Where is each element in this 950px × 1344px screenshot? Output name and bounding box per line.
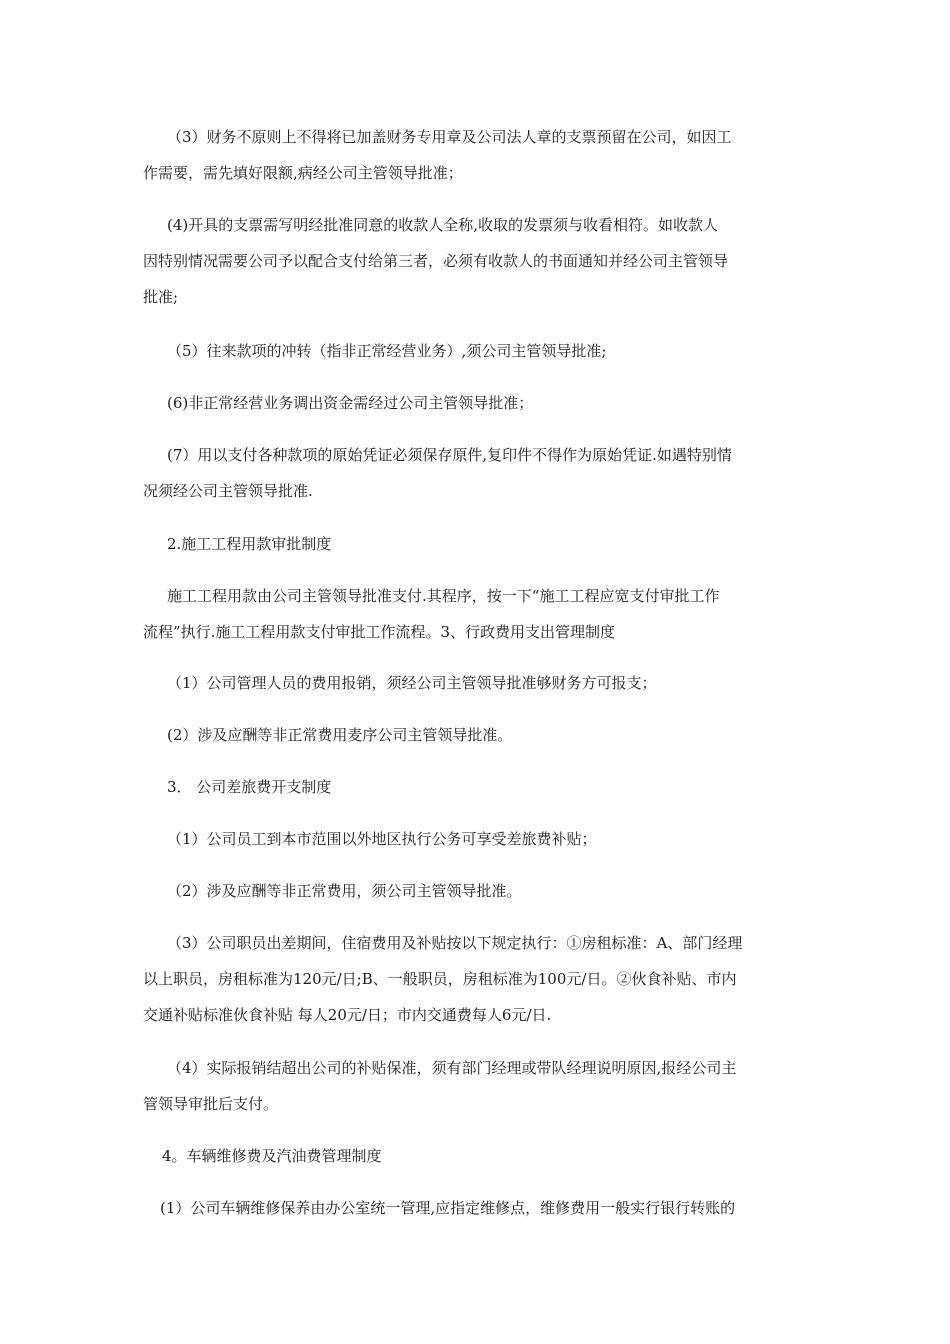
section-heading-2 — [167, 526, 837, 562]
paragraph-2-travel-entertainment — [167, 873, 837, 909]
text-line: (1）公司车辆维修保养由办公室统一管理,应指定维修点，维修费用一般实行银行转账的 — [160, 1199, 736, 1217]
text-line: （5）往来款项的冲转（指非正常经营业务）,须公司主管领导批准; — [167, 342, 607, 360]
text-line: 因特别情况需要公司予以配合支付给第三者，必须有收款人的书面通知并经公司主管领导 — [143, 252, 729, 270]
text-line: 4。车辆维修费及汽油费管理制度 — [162, 1147, 382, 1165]
paragraph-1-admin-expense — [167, 665, 837, 701]
paragraph-construction-payment — [143, 578, 837, 650]
text-line: 流程”执行.施工工程用款支付审批工作流程。3、行政费用支出管理制度 — [143, 623, 615, 641]
text-line: （1）公司管理人员的费用报销，须经公司主管领导批准够财务方可报支； — [167, 674, 657, 692]
text-line: 2.施工工程用款审批制度 — [167, 535, 332, 553]
paragraph-1-travel-allowance — [167, 821, 837, 857]
text-line: 以上职员，房租标准为120元/日;B、一般职员，房租标准为100元/日。②伙食补贴、市内 — [143, 970, 737, 988]
text-line: 批准; — [143, 288, 179, 306]
text-line: 3． 公司差旅费开支制度 — [167, 778, 332, 796]
text-line: 施工工程用款由公司主管领导批准支付.其程序，按一下“施工工程应宽支付审批工作 — [167, 587, 720, 605]
text-line: （1）公司员工到本市范围以外地区执行公务可享受差旅费补贴； — [167, 830, 597, 848]
text-line: (2）涉及应酬等非正常费用麦序公司主管领导批准。 — [167, 726, 513, 744]
paragraph-4-cheque-payee — [143, 207, 837, 315]
text-line: (7）用以支付各种款项的原始凭证必须保存原件,复印件不得作为原始凭证.如遇特别情 — [167, 446, 732, 464]
paragraph-6-fund-transfer — [167, 385, 837, 421]
section-heading-3 — [167, 769, 837, 805]
text-line: （3）公司职员出差期间，住宿费用及补贴按以下规定执行：①房租标准：A、部门经理 — [167, 934, 743, 952]
text-line: 况须经公司主管领导批准. — [143, 482, 313, 500]
paragraph-3-cheque-retention — [143, 119, 837, 191]
paragraph-2-admin-entertainment — [167, 717, 837, 753]
text-line: （3）财务不原则上不得将已加盖财务专用章及公司法人章的支票预留在公司，如因工 — [167, 128, 732, 146]
paragraph-3-travel-standards — [143, 925, 837, 1033]
text-line: （2）涉及应酬等非正常费用，须公司主管领导批准。 — [167, 882, 522, 900]
text-line: 交通补贴标准伙食补贴 每人20元/日；市内交通费每人6元/日. — [143, 1006, 552, 1024]
section-heading-4 — [162, 1138, 832, 1174]
paragraph-4-excess-reimbursement — [143, 1050, 837, 1122]
text-line: (4)开具的支票需写明经批准同意的收款人全称,收取的发票须与收看相符。如收款人 — [167, 216, 719, 234]
paragraph-5-account-offset — [167, 333, 837, 369]
text-line: 作需要，需先填好限额,病经公司主管领导批准； — [143, 164, 463, 182]
text-line: (6)非正常经营业务调出资金需经过公司主管领导批准； — [167, 394, 534, 412]
paragraph-7-original-vouchers — [143, 437, 837, 509]
text-line: 管领导审批后支付。 — [143, 1095, 279, 1113]
text-line: （4）实际报销结超出公司的补贴保准，须有部门经理或带队经理说明原因,报经公司主 — [167, 1059, 737, 1077]
paragraph-1-vehicle-maintenance — [160, 1190, 830, 1226]
